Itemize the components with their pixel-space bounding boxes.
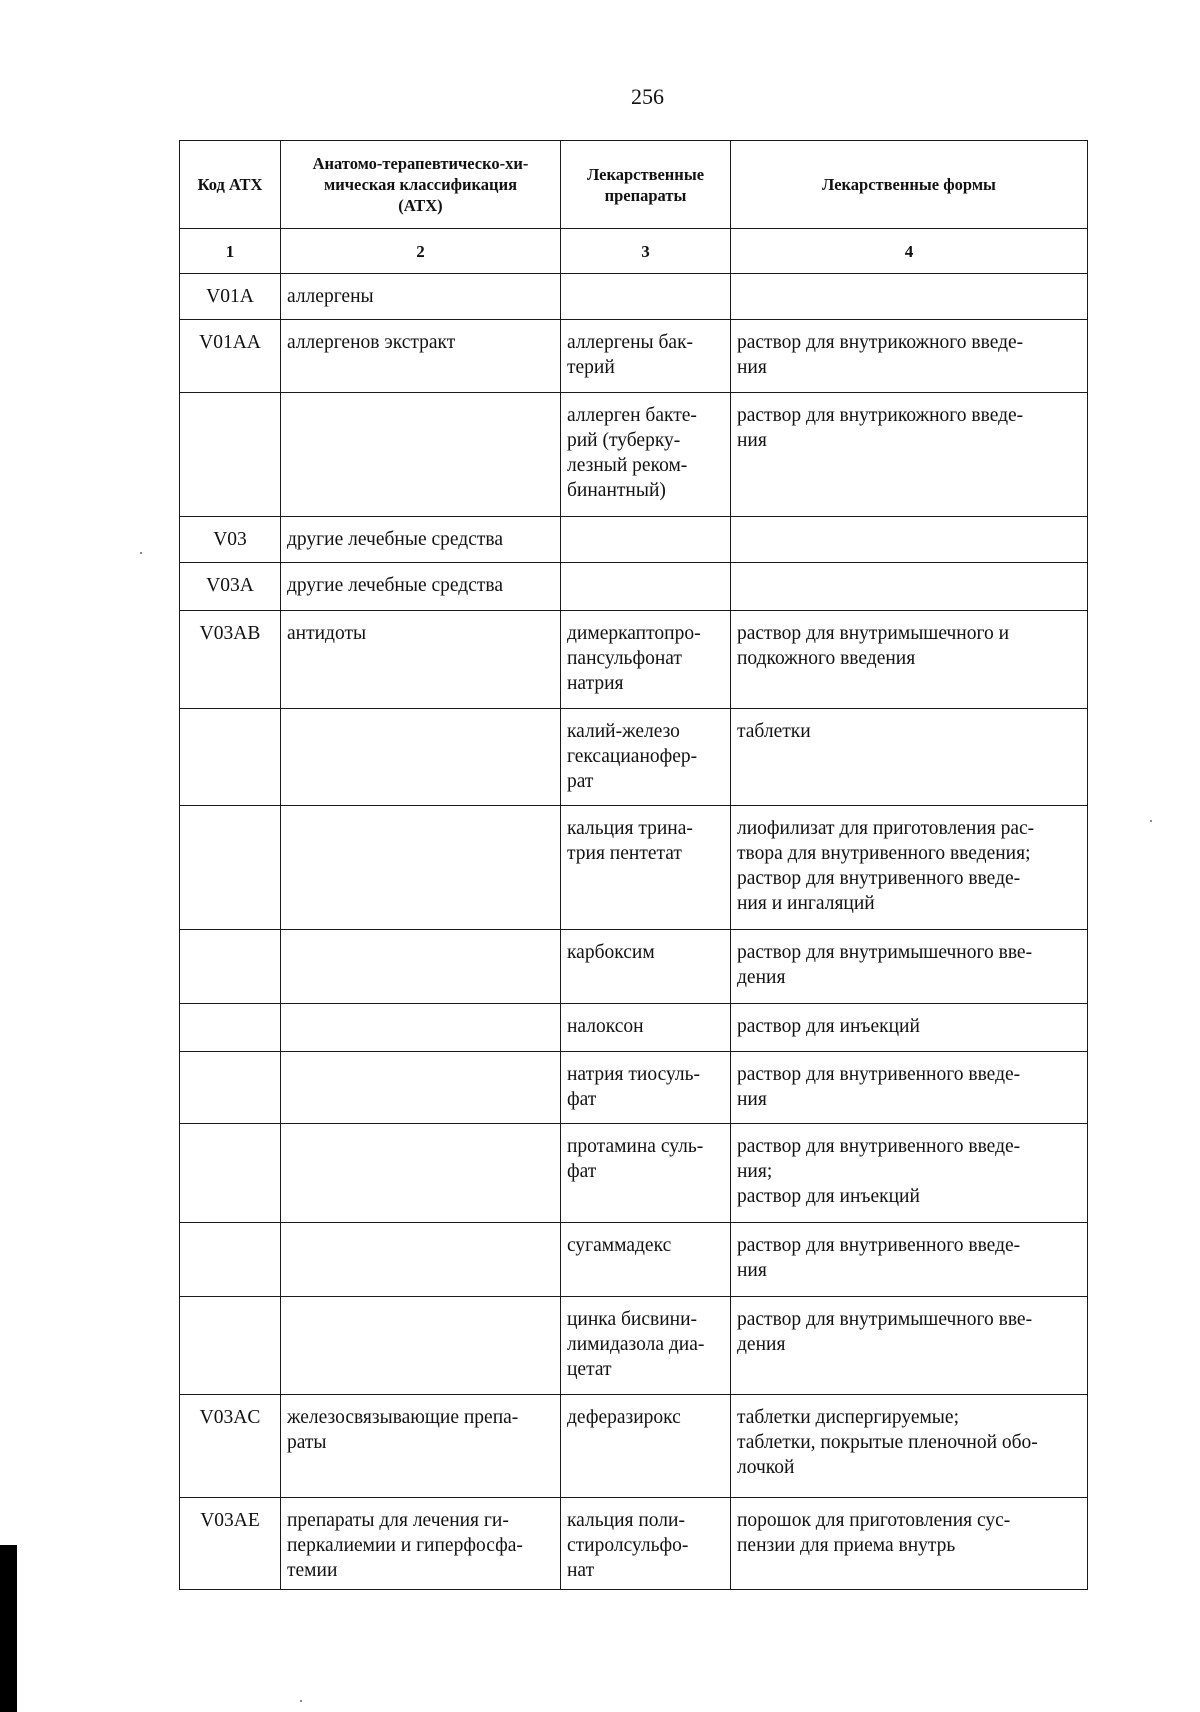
cell-drug-name: налоксон bbox=[561, 1004, 731, 1052]
cell-atc-code: V01A bbox=[180, 274, 281, 320]
cell-dosage-form: таблетки bbox=[731, 709, 1088, 806]
cell-drug-name: димеркаптопро- пансульфонат натрия bbox=[561, 611, 731, 709]
cell-dosage-form: раствор для внутримышечного и подкожного введения bbox=[731, 611, 1088, 709]
cell-drug-name: кальция трина- трия пентетат bbox=[561, 806, 731, 930]
header-drugs: Лекарственные препараты bbox=[561, 141, 731, 229]
column-number: 3 bbox=[561, 229, 731, 274]
cell-atc-classification: антидоты bbox=[281, 611, 561, 709]
cell-atc-code bbox=[180, 393, 281, 517]
cell-atc-code: V03AE bbox=[180, 1498, 281, 1590]
cell-dosage-form: таблетки диспергируемые; таблетки, покрытые пленочной обо- лочкой bbox=[731, 1395, 1088, 1498]
cell-drug-name: сугаммадекс bbox=[561, 1223, 731, 1297]
table-row bbox=[180, 563, 1088, 611]
cell-atc-classification: аллергены bbox=[281, 274, 561, 320]
table-row bbox=[180, 393, 1088, 517]
cell-atc-classification: аллергенов экстракт bbox=[281, 320, 561, 393]
cell-atc-classification: препараты для лечения ги- перкалиемии и гиперфосфа- темии bbox=[281, 1498, 561, 1590]
cell-drug-name bbox=[561, 274, 731, 320]
cell-atc-classification bbox=[281, 1223, 561, 1297]
column-number: 2 bbox=[281, 229, 561, 274]
cell-atc-code bbox=[180, 1052, 281, 1124]
column-number: 4 bbox=[731, 229, 1088, 274]
table-row bbox=[180, 320, 1088, 393]
cell-drug-name: аллерген бакте- рий (туберку- лезный реком- бинантный) bbox=[561, 393, 731, 517]
cell-atc-classification: железосвязывающие препа- раты bbox=[281, 1395, 561, 1498]
cell-drug-name: карбоксим bbox=[561, 930, 731, 1004]
header-atc-code: Код АТХ bbox=[180, 141, 281, 229]
cell-dosage-form: раствор для инъекций bbox=[731, 1004, 1088, 1052]
cell-atc-classification bbox=[281, 806, 561, 930]
table-row bbox=[180, 1004, 1088, 1052]
table-row bbox=[180, 709, 1088, 806]
cell-dosage-form: раствор для внутримышечного вве- дения bbox=[731, 1297, 1088, 1395]
cell-atc-code: V03 bbox=[180, 517, 281, 563]
cell-atc-classification bbox=[281, 393, 561, 517]
cell-atc-code bbox=[180, 1223, 281, 1297]
table-row bbox=[180, 806, 1088, 930]
cell-atc-classification bbox=[281, 1052, 561, 1124]
column-number-row bbox=[180, 229, 1088, 274]
scan-margin-bar bbox=[0, 1545, 17, 1712]
cell-atc-classification bbox=[281, 1124, 561, 1223]
cell-atc-code bbox=[180, 1297, 281, 1395]
cell-dosage-form: раствор для внутривенного введе- ния bbox=[731, 1052, 1088, 1124]
table-row bbox=[180, 1498, 1088, 1590]
cell-drug-name: протамина суль- фат bbox=[561, 1124, 731, 1223]
cell-dosage-form: лиофилизат для приготовления рас- твора для внутривенного введения; раствор для внутривенного введе- ния и ингаляций bbox=[731, 806, 1088, 930]
table-row bbox=[180, 1052, 1088, 1124]
cell-atc-classification bbox=[281, 1004, 561, 1052]
cell-drug-name: деферазирокс bbox=[561, 1395, 731, 1498]
cell-atc-classification bbox=[281, 1297, 561, 1395]
cell-atc-code bbox=[180, 930, 281, 1004]
header-atc-classification: Анатомо-терапевтическо-хи- мическая классификация (АТХ) bbox=[281, 141, 561, 229]
page-number: 256 bbox=[631, 84, 664, 109]
table-row bbox=[180, 1223, 1088, 1297]
cell-atc-code bbox=[180, 709, 281, 806]
column-number: 1 bbox=[180, 229, 281, 274]
cell-dosage-form bbox=[731, 517, 1088, 563]
cell-dosage-form bbox=[731, 563, 1088, 611]
table-row bbox=[180, 1395, 1088, 1498]
table-row bbox=[180, 930, 1088, 1004]
cell-atc-code: V03AC bbox=[180, 1395, 281, 1498]
cell-drug-name bbox=[561, 517, 731, 563]
cell-dosage-form: раствор для внутримышечного вве- дения bbox=[731, 930, 1088, 1004]
scan-speck bbox=[300, 1700, 302, 1702]
cell-dosage-form: раствор для внутривенного введе- ния bbox=[731, 1223, 1088, 1297]
cell-atc-code bbox=[180, 1004, 281, 1052]
cell-atc-classification bbox=[281, 709, 561, 806]
table-header-row bbox=[180, 141, 1088, 229]
header-dosage-forms: Лекарственные формы bbox=[731, 141, 1088, 229]
cell-atc-classification bbox=[281, 930, 561, 1004]
cell-dosage-form bbox=[731, 274, 1088, 320]
cell-dosage-form: раствор для внутрикожного введе- ния bbox=[731, 393, 1088, 517]
cell-atc-code bbox=[180, 806, 281, 930]
cell-atc-code bbox=[180, 1124, 281, 1223]
scan-speck bbox=[1150, 820, 1152, 822]
atx-classification-table bbox=[179, 140, 1088, 1590]
cell-drug-name: кальция поли- стиролсульфо- нат bbox=[561, 1498, 731, 1590]
cell-atc-code: V03AB bbox=[180, 611, 281, 709]
table-body bbox=[180, 274, 1088, 1590]
table-row bbox=[180, 611, 1088, 709]
cell-atc-code: V03A bbox=[180, 563, 281, 611]
cell-drug-name: аллергены бак- терий bbox=[561, 320, 731, 393]
cell-atc-code: V01AA bbox=[180, 320, 281, 393]
cell-drug-name bbox=[561, 563, 731, 611]
cell-drug-name: калий-железо гексацианофер- рат bbox=[561, 709, 731, 806]
table-row bbox=[180, 1124, 1088, 1223]
cell-dosage-form: порошок для приготовления сус- пензии для приема внутрь bbox=[731, 1498, 1088, 1590]
table-row bbox=[180, 517, 1088, 563]
table-row bbox=[180, 1297, 1088, 1395]
cell-atc-classification: другие лечебные средства bbox=[281, 517, 561, 563]
scan-speck bbox=[140, 552, 142, 554]
cell-drug-name: цинка бисвини- лимидазола диа- цетат bbox=[561, 1297, 731, 1395]
cell-dosage-form: раствор для внутривенного введе- ния; раствор для инъекций bbox=[731, 1124, 1088, 1223]
cell-dosage-form: раствор для внутрикожного введе- ния bbox=[731, 320, 1088, 393]
cell-drug-name: натрия тиосуль- фат bbox=[561, 1052, 731, 1124]
table-row bbox=[180, 274, 1088, 320]
cell-atc-classification: другие лечебные средства bbox=[281, 563, 561, 611]
